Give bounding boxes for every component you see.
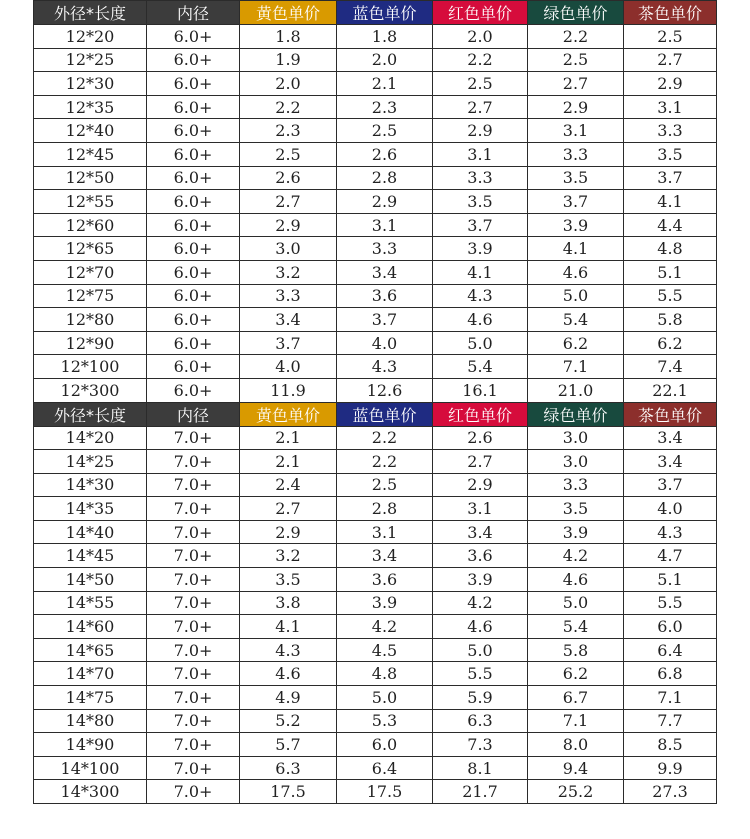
- cell-size: 14*70: [34, 662, 147, 686]
- cell-size: 12*80: [34, 308, 147, 332]
- table-row: [34, 166, 717, 190]
- cell-blue-price: 4.2: [337, 615, 433, 639]
- cell-yellow-price: 11.9: [240, 378, 337, 402]
- cell-green-price: 3.3: [528, 142, 624, 166]
- cell-red-price: 3.6: [433, 544, 528, 568]
- cell-size: 14*45: [34, 544, 147, 568]
- cell-tea-price: 4.3: [624, 520, 717, 544]
- cell-green-price: 4.1: [528, 237, 624, 261]
- cell-blue-price: 3.1: [337, 520, 433, 544]
- table-row: [34, 426, 717, 450]
- cell-size: 12*90: [34, 331, 147, 355]
- cell-yellow-price: 5.7: [240, 733, 337, 757]
- cell-inner-diameter: 7.0+: [147, 615, 240, 639]
- table-row: [34, 378, 717, 402]
- table-row: [34, 190, 717, 214]
- header-size: 外径*长度: [34, 1, 147, 25]
- cell-yellow-price: 2.0: [240, 72, 337, 96]
- header-yellow-price: 黄色单价: [240, 1, 337, 25]
- cell-yellow-price: 1.8: [240, 25, 337, 49]
- cell-blue-price: 2.9: [337, 190, 433, 214]
- table-row: [34, 756, 717, 780]
- cell-size: 12*30: [34, 72, 147, 96]
- cell-size: 14*20: [34, 426, 147, 450]
- cell-yellow-price: 3.8: [240, 591, 337, 615]
- cell-yellow-price: 17.5: [240, 780, 337, 804]
- table-row: [34, 544, 717, 568]
- cell-inner-diameter: 7.0+: [147, 520, 240, 544]
- cell-yellow-price: 3.2: [240, 544, 337, 568]
- cell-blue-price: 6.0: [337, 733, 433, 757]
- cell-size: 12*25: [34, 48, 147, 72]
- table-row: [34, 568, 717, 592]
- table-row: [34, 638, 717, 662]
- cell-blue-price: 2.5: [337, 119, 433, 143]
- header-red-price: 红色单价: [433, 1, 528, 25]
- cell-yellow-price: 2.1: [240, 426, 337, 450]
- cell-tea-price: 2.5: [624, 25, 717, 49]
- cell-green-price: 3.0: [528, 426, 624, 450]
- cell-red-price: 4.1: [433, 260, 528, 284]
- cell-inner-diameter: 7.0+: [147, 544, 240, 568]
- cell-tea-price: 4.7: [624, 544, 717, 568]
- cell-tea-price: 2.7: [624, 48, 717, 72]
- cell-tea-price: 3.1: [624, 95, 717, 119]
- cell-tea-price: 9.9: [624, 756, 717, 780]
- cell-inner-diameter: 6.0+: [147, 213, 240, 237]
- cell-blue-price: 2.8: [337, 497, 433, 521]
- cell-size: 12*70: [34, 260, 147, 284]
- cell-green-price: 8.0: [528, 733, 624, 757]
- cell-yellow-price: 3.7: [240, 331, 337, 355]
- cell-red-price: 3.4: [433, 520, 528, 544]
- cell-blue-price: 2.5: [337, 473, 433, 497]
- cell-size: 12*20: [34, 25, 147, 49]
- header-blue-price: 蓝色单价: [337, 402, 433, 426]
- cell-inner-diameter: 6.0+: [147, 72, 240, 96]
- cell-yellow-price: 2.3: [240, 119, 337, 143]
- cell-red-price: 5.9: [433, 686, 528, 710]
- cell-inner-diameter: 7.0+: [147, 756, 240, 780]
- cell-blue-price: 2.2: [337, 450, 433, 474]
- cell-size: 12*100: [34, 355, 147, 379]
- cell-green-price: 5.8: [528, 638, 624, 662]
- cell-size: 14*65: [34, 638, 147, 662]
- cell-size: 14*60: [34, 615, 147, 639]
- cell-red-price: 2.9: [433, 473, 528, 497]
- cell-green-price: 6.2: [528, 331, 624, 355]
- cell-size: 14*35: [34, 497, 147, 521]
- cell-green-price: 5.0: [528, 591, 624, 615]
- header-inner-diameter: 内径: [147, 402, 240, 426]
- cell-tea-price: 8.5: [624, 733, 717, 757]
- cell-blue-price: 17.5: [337, 780, 433, 804]
- cell-tea-price: 2.9: [624, 72, 717, 96]
- cell-size: 14*50: [34, 568, 147, 592]
- cell-blue-price: 4.0: [337, 331, 433, 355]
- cell-green-price: 2.9: [528, 95, 624, 119]
- header-yellow-price: 黄色单价: [240, 402, 337, 426]
- cell-blue-price: 5.3: [337, 709, 433, 733]
- cell-size: 12*65: [34, 237, 147, 261]
- cell-yellow-price: 1.9: [240, 48, 337, 72]
- cell-red-price: 3.7: [433, 213, 528, 237]
- cell-size: 12*45: [34, 142, 147, 166]
- table-row: [34, 355, 717, 379]
- cell-inner-diameter: 6.0+: [147, 190, 240, 214]
- table-row: [34, 331, 717, 355]
- cell-tea-price: 6.0: [624, 615, 717, 639]
- cell-tea-price: 3.7: [624, 166, 717, 190]
- cell-blue-price: 2.6: [337, 142, 433, 166]
- cell-green-price: 5.0: [528, 284, 624, 308]
- cell-green-price: 4.2: [528, 544, 624, 568]
- cell-green-price: 9.4: [528, 756, 624, 780]
- cell-green-price: 7.1: [528, 355, 624, 379]
- cell-size: 14*300: [34, 780, 147, 804]
- cell-green-price: 3.0: [528, 450, 624, 474]
- cell-red-price: 2.5: [433, 72, 528, 96]
- cell-yellow-price: 2.2: [240, 95, 337, 119]
- cell-green-price: 3.7: [528, 190, 624, 214]
- cell-blue-price: 3.7: [337, 308, 433, 332]
- cell-inner-diameter: 7.0+: [147, 638, 240, 662]
- cell-green-price: 3.3: [528, 473, 624, 497]
- cell-red-price: 3.3: [433, 166, 528, 190]
- cell-size: 14*80: [34, 709, 147, 733]
- cell-green-price: 5.4: [528, 308, 624, 332]
- cell-size: 14*90: [34, 733, 147, 757]
- cell-red-price: 3.1: [433, 497, 528, 521]
- cell-inner-diameter: 7.0+: [147, 662, 240, 686]
- table-row: [34, 497, 717, 521]
- cell-blue-price: 3.9: [337, 591, 433, 615]
- table-row: [34, 473, 717, 497]
- cell-green-price: 7.1: [528, 709, 624, 733]
- cell-green-price: 2.7: [528, 72, 624, 96]
- cell-red-price: 4.6: [433, 615, 528, 639]
- cell-yellow-price: 5.2: [240, 709, 337, 733]
- cell-green-price: 5.4: [528, 615, 624, 639]
- cell-red-price: 4.6: [433, 308, 528, 332]
- cell-red-price: 2.9: [433, 119, 528, 143]
- table-row: [34, 25, 717, 49]
- table-row: [34, 95, 717, 119]
- cell-size: 14*100: [34, 756, 147, 780]
- cell-tea-price: 7.1: [624, 686, 717, 710]
- cell-yellow-price: 2.4: [240, 473, 337, 497]
- cell-inner-diameter: 7.0+: [147, 426, 240, 450]
- cell-green-price: 2.2: [528, 25, 624, 49]
- cell-green-price: 3.9: [528, 520, 624, 544]
- cell-tea-price: 7.4: [624, 355, 717, 379]
- cell-blue-price: 6.4: [337, 756, 433, 780]
- cell-inner-diameter: 6.0+: [147, 237, 240, 261]
- cell-size: 12*40: [34, 119, 147, 143]
- cell-yellow-price: 4.6: [240, 662, 337, 686]
- header-row: [34, 1, 717, 25]
- cell-blue-price: 1.8: [337, 25, 433, 49]
- cell-blue-price: 2.0: [337, 48, 433, 72]
- cell-blue-price: 2.8: [337, 166, 433, 190]
- cell-size: 14*30: [34, 473, 147, 497]
- cell-inner-diameter: 6.0+: [147, 119, 240, 143]
- cell-yellow-price: 2.7: [240, 497, 337, 521]
- cell-red-price: 21.7: [433, 780, 528, 804]
- cell-size: 14*40: [34, 520, 147, 544]
- cell-red-price: 4.3: [433, 284, 528, 308]
- cell-inner-diameter: 7.0+: [147, 568, 240, 592]
- table-row: [34, 686, 717, 710]
- cell-inner-diameter: 6.0+: [147, 308, 240, 332]
- table-row: [34, 260, 717, 284]
- table-row: [34, 615, 717, 639]
- table-row: [34, 709, 717, 733]
- cell-size: 12*50: [34, 166, 147, 190]
- table-row: [34, 142, 717, 166]
- cell-tea-price: 5.5: [624, 591, 717, 615]
- cell-yellow-price: 4.0: [240, 355, 337, 379]
- cell-inner-diameter: 6.0+: [147, 166, 240, 190]
- cell-red-price: 5.0: [433, 331, 528, 355]
- cell-yellow-price: 2.6: [240, 166, 337, 190]
- cell-yellow-price: 2.1: [240, 450, 337, 474]
- table-row: [34, 237, 717, 261]
- cell-tea-price: 5.1: [624, 568, 717, 592]
- cell-red-price: 3.9: [433, 568, 528, 592]
- cell-green-price: 6.7: [528, 686, 624, 710]
- cell-size: 12*55: [34, 190, 147, 214]
- cell-blue-price: 12.6: [337, 378, 433, 402]
- cell-size: 12*300: [34, 378, 147, 402]
- cell-inner-diameter: 6.0+: [147, 48, 240, 72]
- cell-red-price: 3.5: [433, 190, 528, 214]
- cell-blue-price: 3.6: [337, 568, 433, 592]
- cell-red-price: 5.5: [433, 662, 528, 686]
- cell-blue-price: 2.2: [337, 426, 433, 450]
- cell-blue-price: 3.1: [337, 213, 433, 237]
- cell-yellow-price: 3.4: [240, 308, 337, 332]
- cell-tea-price: 27.3: [624, 780, 717, 804]
- cell-blue-price: 4.3: [337, 355, 433, 379]
- cell-tea-price: 4.8: [624, 237, 717, 261]
- cell-red-price: 2.2: [433, 48, 528, 72]
- cell-green-price: 2.5: [528, 48, 624, 72]
- table-row: [34, 520, 717, 544]
- cell-inner-diameter: 6.0+: [147, 25, 240, 49]
- cell-red-price: 7.3: [433, 733, 528, 757]
- table-row: [34, 733, 717, 757]
- table-row: [34, 450, 717, 474]
- cell-red-price: 4.2: [433, 591, 528, 615]
- header-size: 外径*长度: [34, 402, 147, 426]
- cell-inner-diameter: 6.0+: [147, 284, 240, 308]
- cell-yellow-price: 3.3: [240, 284, 337, 308]
- price-table: [33, 0, 717, 804]
- cell-green-price: 4.6: [528, 568, 624, 592]
- header-green-price: 绿色单价: [528, 1, 624, 25]
- cell-inner-diameter: 7.0+: [147, 709, 240, 733]
- cell-red-price: 2.7: [433, 450, 528, 474]
- cell-yellow-price: 4.9: [240, 686, 337, 710]
- cell-red-price: 3.9: [433, 237, 528, 261]
- cell-inner-diameter: 6.0+: [147, 260, 240, 284]
- cell-inner-diameter: 7.0+: [147, 450, 240, 474]
- cell-green-price: 25.2: [528, 780, 624, 804]
- cell-green-price: 3.5: [528, 497, 624, 521]
- cell-blue-price: 5.0: [337, 686, 433, 710]
- cell-inner-diameter: 7.0+: [147, 591, 240, 615]
- cell-tea-price: 22.1: [624, 378, 717, 402]
- cell-size: 12*35: [34, 95, 147, 119]
- cell-size: 12*75: [34, 284, 147, 308]
- cell-tea-price: 7.7: [624, 709, 717, 733]
- cell-blue-price: 2.3: [337, 95, 433, 119]
- table-row: [34, 662, 717, 686]
- cell-blue-price: 3.4: [337, 544, 433, 568]
- cell-inner-diameter: 6.0+: [147, 378, 240, 402]
- header-tea-price: 茶色单价: [624, 402, 717, 426]
- cell-blue-price: 3.3: [337, 237, 433, 261]
- cell-blue-price: 4.8: [337, 662, 433, 686]
- cell-blue-price: 2.1: [337, 72, 433, 96]
- cell-inner-diameter: 6.0+: [147, 355, 240, 379]
- cell-tea-price: 3.7: [624, 473, 717, 497]
- cell-tea-price: 6.2: [624, 331, 717, 355]
- cell-tea-price: 4.0: [624, 497, 717, 521]
- cell-green-price: 3.9: [528, 213, 624, 237]
- cell-yellow-price: 3.0: [240, 237, 337, 261]
- table-row: [34, 284, 717, 308]
- cell-green-price: 3.1: [528, 119, 624, 143]
- cell-tea-price: 3.4: [624, 426, 717, 450]
- header-row: [34, 402, 717, 426]
- cell-size: 14*25: [34, 450, 147, 474]
- cell-tea-price: 5.1: [624, 260, 717, 284]
- header-inner-diameter: 内径: [147, 1, 240, 25]
- cell-yellow-price: 6.3: [240, 756, 337, 780]
- cell-red-price: 3.1: [433, 142, 528, 166]
- cell-inner-diameter: 7.0+: [147, 733, 240, 757]
- cell-tea-price: 3.4: [624, 450, 717, 474]
- cell-tea-price: 5.5: [624, 284, 717, 308]
- cell-size: 12*60: [34, 213, 147, 237]
- cell-tea-price: 3.3: [624, 119, 717, 143]
- table-row: [34, 48, 717, 72]
- header-green-price: 绿色单价: [528, 402, 624, 426]
- cell-size: 14*75: [34, 686, 147, 710]
- cell-tea-price: 4.1: [624, 190, 717, 214]
- cell-inner-diameter: 7.0+: [147, 497, 240, 521]
- header-tea-price: 茶色单价: [624, 1, 717, 25]
- cell-red-price: 5.0: [433, 638, 528, 662]
- cell-inner-diameter: 6.0+: [147, 142, 240, 166]
- cell-green-price: 4.6: [528, 260, 624, 284]
- cell-yellow-price: 2.9: [240, 520, 337, 544]
- cell-green-price: 21.0: [528, 378, 624, 402]
- cell-red-price: 2.0: [433, 25, 528, 49]
- cell-red-price: 2.7: [433, 95, 528, 119]
- cell-red-price: 2.6: [433, 426, 528, 450]
- cell-red-price: 5.4: [433, 355, 528, 379]
- cell-inner-diameter: 7.0+: [147, 686, 240, 710]
- cell-yellow-price: 2.7: [240, 190, 337, 214]
- table-row: [34, 72, 717, 96]
- cell-red-price: 8.1: [433, 756, 528, 780]
- cell-blue-price: 3.6: [337, 284, 433, 308]
- cell-size: 14*55: [34, 591, 147, 615]
- cell-inner-diameter: 6.0+: [147, 331, 240, 355]
- table-row: [34, 780, 717, 804]
- cell-inner-diameter: 7.0+: [147, 473, 240, 497]
- cell-yellow-price: 4.3: [240, 638, 337, 662]
- table-row: [34, 591, 717, 615]
- cell-yellow-price: 2.9: [240, 213, 337, 237]
- cell-blue-price: 3.4: [337, 260, 433, 284]
- cell-yellow-price: 3.2: [240, 260, 337, 284]
- cell-inner-diameter: 6.0+: [147, 95, 240, 119]
- cell-red-price: 6.3: [433, 709, 528, 733]
- cell-yellow-price: 3.5: [240, 568, 337, 592]
- cell-green-price: 6.2: [528, 662, 624, 686]
- table-row: [34, 213, 717, 237]
- cell-red-price: 16.1: [433, 378, 528, 402]
- cell-tea-price: 4.4: [624, 213, 717, 237]
- cell-blue-price: 4.5: [337, 638, 433, 662]
- cell-inner-diameter: 7.0+: [147, 780, 240, 804]
- cell-yellow-price: 2.5: [240, 142, 337, 166]
- table-row: [34, 119, 717, 143]
- header-red-price: 红色单价: [433, 402, 528, 426]
- table-row: [34, 308, 717, 332]
- cell-yellow-price: 4.1: [240, 615, 337, 639]
- header-blue-price: 蓝色单价: [337, 1, 433, 25]
- cell-green-price: 3.5: [528, 166, 624, 190]
- cell-tea-price: 3.5: [624, 142, 717, 166]
- cell-tea-price: 5.8: [624, 308, 717, 332]
- cell-tea-price: 6.4: [624, 638, 717, 662]
- cell-tea-price: 6.8: [624, 662, 717, 686]
